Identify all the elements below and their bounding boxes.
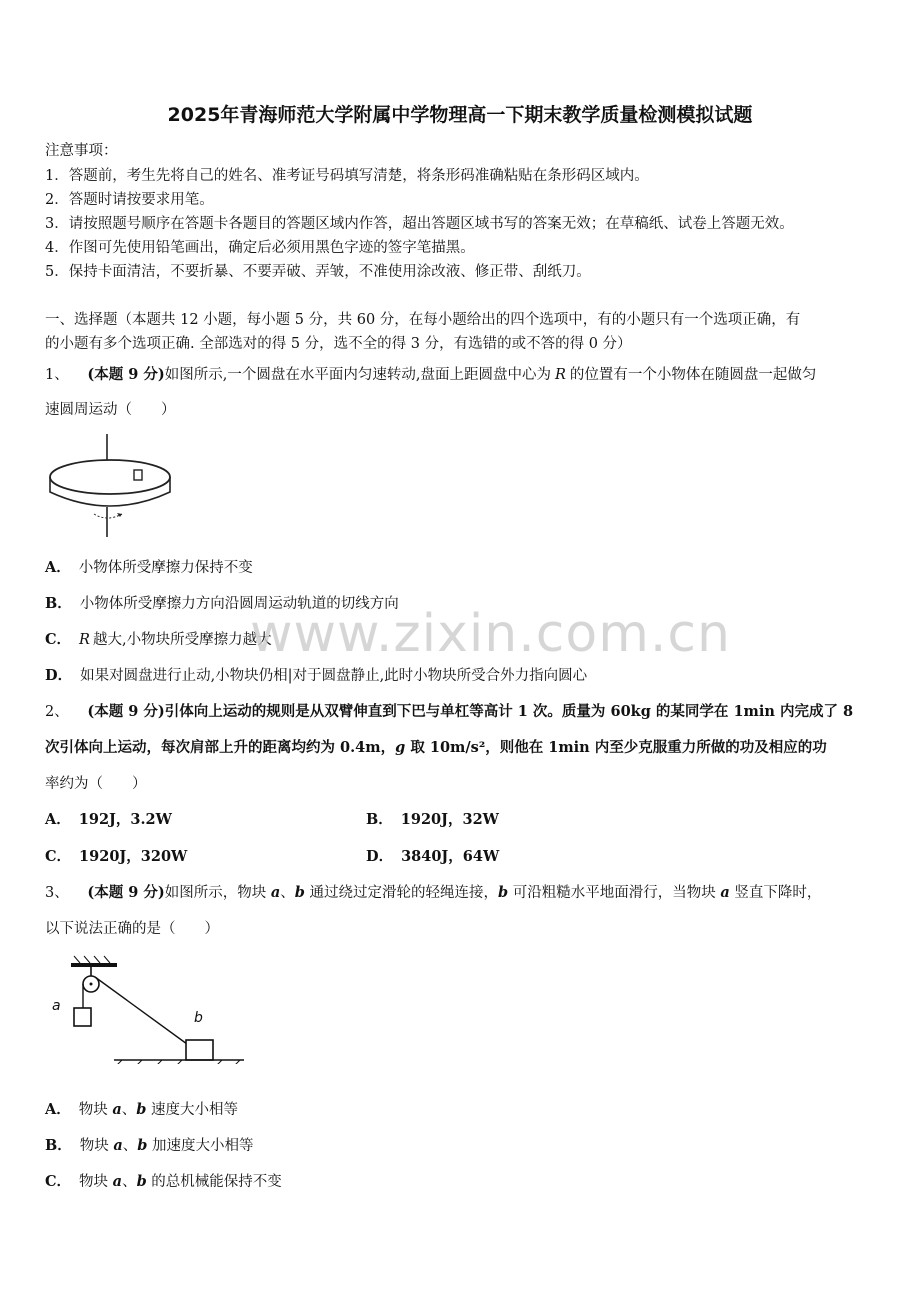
option-text: 小物体所受摩擦力方向沿圆周运动轨道的切线方向 [79, 596, 399, 612]
q3-option-a[interactable] [45, 1098, 238, 1119]
q3-var-a: a [720, 884, 730, 901]
option-text: 小物体所受摩擦力保持不变 [78, 560, 253, 576]
block-a-label: a [52, 998, 61, 1014]
q3-text: 竖直下降时， [729, 885, 822, 901]
q1-score: (本题 9 分) [87, 366, 165, 383]
q3-text: 、 [280, 885, 295, 901]
option-text: 的总机械能保持不变 [146, 1174, 282, 1190]
option-text: 3840J，64W [401, 848, 500, 865]
q2-text: 取 10m/s²，则他在 1min 内至少克服重力所做的功及相应的功 [405, 739, 827, 756]
notice-item: 3．请按照题号顺序在答题卡各题目的答题区域内作答，超出答题区域书写的答案无效；在草稿纸、试卷上答题无效。 [45, 216, 794, 232]
option-var: R [79, 632, 90, 648]
q1-option-a[interactable] [45, 556, 253, 577]
option-label: B． [45, 595, 72, 612]
section-heading-line1: 一、选择题（本题共 12 小题，每小题 5 分，共 60 分，在每小题给出的四个选项中，有的小题只有一个选项正确，有 [45, 312, 801, 328]
option-text: 物块 [79, 1138, 114, 1154]
option-var-a: a [112, 1101, 122, 1118]
pulley-blocks-figure [44, 952, 249, 1064]
q1-option-c[interactable] [45, 628, 272, 649]
q3-option-c[interactable] [45, 1170, 282, 1191]
option-label: A． [45, 1101, 71, 1118]
q1-stem-line1 [45, 363, 816, 384]
option-text: 如果对圆盘进行止动,小物块仍相|对于圆盘静止,此时小物块所受合外力指向圆心 [80, 668, 588, 684]
option-label: C． [45, 848, 72, 865]
q1-option-d[interactable] [45, 664, 587, 685]
option-var-b: b [136, 1101, 147, 1118]
q3-var-b: b [498, 884, 509, 901]
q3-stem-line2: 以下说法正确的是（ ） [45, 921, 219, 937]
option-label: B． [45, 1137, 72, 1154]
q3-option-b[interactable] [45, 1134, 254, 1155]
option-label: C． [45, 631, 72, 648]
q2-number: 2、 [45, 704, 69, 720]
section-heading-line2: 的小题有多个选项正确. 全部选对的得 5 分，选不全的得 3 分，有选错的或不答的得 0 分） [45, 336, 632, 352]
q3-number: 3、 [45, 885, 69, 901]
q2-option-c[interactable] [45, 845, 187, 866]
q1-text: 的位置有一个小物体在随圆盘一起做匀 [569, 367, 817, 383]
q2-option-b[interactable] [366, 808, 499, 829]
notice-item: 5．保持卡面清洁，不要折暴、不要弄破、弄皱，不准使用涂改液、修正带、刮纸刀。 [45, 264, 591, 280]
notice-item: 1．答题前，考生先将自己的姓名、准考证号码填写清楚，将条形码准确粘贴在条形码区域内。 [45, 168, 649, 184]
option-var-a: a [112, 1173, 123, 1190]
q3-score: (本题 9 分) [87, 884, 165, 901]
option-text: 1920J，320W [79, 848, 188, 865]
notice-heading: 注意事项： [45, 143, 118, 159]
option-text: 192J，3.2W [78, 811, 172, 828]
option-text: 越大,小物块所受摩擦力越大 [92, 632, 272, 648]
option-var-b: b [137, 1137, 148, 1154]
option-text: 1920J，32W [400, 811, 499, 828]
option-label: D． [366, 848, 394, 865]
q1-text: 如图所示,一个圆盘在水平面内匀速转动,盘面上距圆盘中心为 [164, 367, 551, 383]
notice-item: 2．答题时请按要求用笔。 [45, 192, 214, 208]
page-title: 2025年青海师范大学附属中学物理高一下期末教学质量检测模拟试题 [167, 104, 753, 126]
q2-stem-line3: 率约为（ ） [45, 776, 147, 792]
watermark: www.zixin.com.cn [250, 604, 731, 664]
option-sep: 、 [122, 1174, 137, 1190]
q3-text: 可沿粗糙水平地面滑行，当物块 [508, 885, 721, 901]
option-text: 速度大小相等 [146, 1102, 239, 1118]
q2-var-g: g [395, 739, 406, 756]
q3-text: 通过绕过定滑轮的轻绳连接， [304, 885, 499, 901]
option-label: D． [45, 667, 73, 684]
q2-text: 次引体向上运动，每次肩部上升的距离均约为 0.4m， [45, 739, 396, 756]
option-var-a: a [113, 1137, 123, 1154]
option-label: A． [45, 559, 71, 576]
notice-item: 4．作图可先使用铅笔画出，确定后必须用黑色字迹的签字笔描黑。 [45, 240, 475, 256]
block-b-label: b [194, 1010, 203, 1026]
option-text: 物块 [79, 1174, 113, 1190]
rotating-disc-figure [44, 432, 179, 540]
option-label: B． [366, 811, 393, 828]
q2-option-d[interactable] [366, 845, 499, 866]
option-sep: 、 [121, 1102, 137, 1118]
q2-text: 引体向上运动的规则是从双臂伸直到下巴与单杠等高计 1 次。质量为 60kg 的某同学在 1min 内完成了 8 [164, 703, 854, 720]
q1-stem-line2: 速圆周运动（ ） [45, 402, 176, 418]
option-label: C． [45, 1173, 72, 1190]
q3-var-b: b [294, 884, 305, 901]
q3-text: 如图所示，物块 [164, 885, 271, 901]
option-text: 加速度大小相等 [147, 1138, 254, 1154]
q3-var-a: a [270, 884, 281, 901]
option-text: 物块 [78, 1102, 113, 1118]
q1-number: 1、 [45, 367, 69, 383]
option-sep: 、 [122, 1138, 138, 1154]
q2-score: (本题 9 分) [87, 703, 165, 720]
option-label: A． [45, 811, 71, 828]
q1-var-r: R [554, 367, 566, 383]
q3-stem-line1 [45, 881, 821, 902]
q2-option-a[interactable] [45, 808, 172, 829]
q2-stem-line1 [45, 700, 853, 721]
option-var-b: b [136, 1173, 147, 1190]
q2-stem-line2 [45, 736, 827, 757]
